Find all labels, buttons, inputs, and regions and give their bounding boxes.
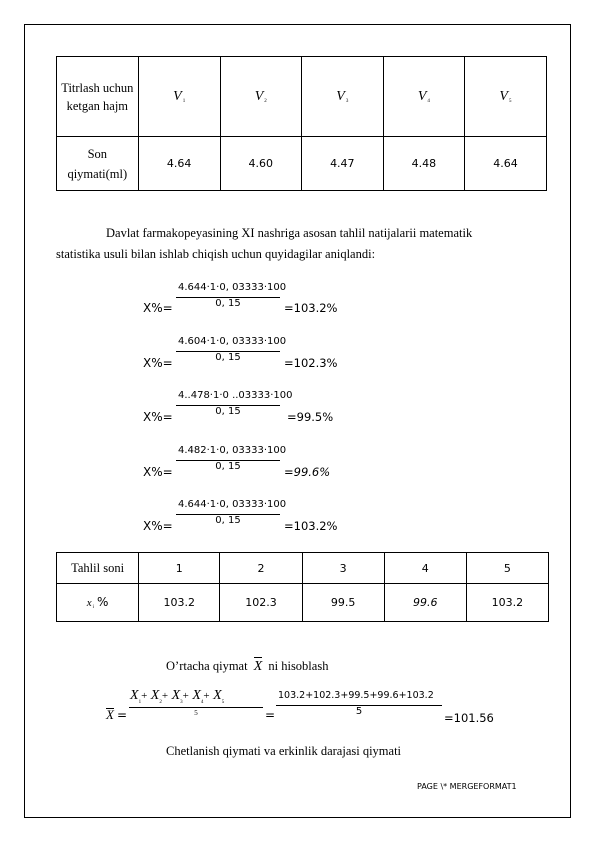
formula-denominator: 0, 15 <box>215 352 241 363</box>
volume-symbol-3: $V_3$ <box>336 88 349 104</box>
value-cell: 4.47 <box>301 137 383 191</box>
paragraph-line-1: Davlat farmakopeyasining XI nashriga asosan tahlil natijalarii matematik <box>106 226 473 240</box>
number-cell: 1 <box>139 553 220 584</box>
formula-denominator: 0, 15 <box>215 515 241 526</box>
numeric-numerator: 103.2+102.3+99.5+99.6+103.2 <box>278 690 434 701</box>
table-row <box>57 57 547 137</box>
row-label-cell <box>57 584 139 622</box>
mean-symbol: X <box>253 659 263 674</box>
value-cell: 102.3 <box>220 584 302 622</box>
volume-symbol-5: $V_5$ <box>499 88 512 104</box>
table-row <box>57 137 547 191</box>
mean-caption <box>166 656 328 677</box>
titration-volume-table <box>56 56 547 191</box>
value-cell: 4.64 <box>138 137 220 191</box>
mean-caption-before: O’rtacha qiymat <box>166 659 248 673</box>
formula-numerator: 4.482·1·0, 03333·100 <box>178 445 287 456</box>
numeric-denominator: 5 <box>355 706 363 717</box>
mean-caption-after: ni hisoblash <box>268 659 329 673</box>
number-cell: 5 <box>466 553 548 584</box>
formula-lhs: X%= <box>143 410 173 424</box>
number-cell: 4 <box>384 553 466 584</box>
analysis-results-table <box>56 552 549 622</box>
formula-lhs: X%= <box>143 519 173 533</box>
row-label-cell: Son qiymati(ml) <box>57 137 139 191</box>
volume-symbol-cell <box>464 57 546 137</box>
percent-unit: % <box>97 595 109 609</box>
sum-numerator: $X_1+ X_2+ X_3+ X_4+ X_5$ <box>130 688 225 705</box>
deviation-caption: Chetlanish qiymati va erkinlik darajasi qiymati <box>166 744 402 758</box>
table-row <box>57 584 549 622</box>
value-cell: 99.5 <box>302 584 384 622</box>
formula-lhs: X%= <box>143 465 173 479</box>
formula-result: =103.2% <box>284 519 338 533</box>
formula-denominator: 0, 15 <box>215 406 241 417</box>
sum-denominator: 5 <box>194 709 198 717</box>
table-header-cell: Titrlash uchun ketgan hajm <box>57 57 139 137</box>
volume-symbol-cell <box>220 57 301 137</box>
number-cell: 2 <box>220 553 302 584</box>
mean-lhs-symbol: X <box>106 707 114 722</box>
formula-numerator: 4.604·1·0, 03333·100 <box>178 336 287 347</box>
volume-symbol-cell <box>301 57 383 137</box>
value-cell: 4.48 <box>383 137 464 191</box>
formula-result: =103.2% <box>284 301 338 315</box>
equals-sign: = <box>117 708 128 722</box>
value-cell: 4.60 <box>220 137 301 191</box>
formula-lhs: X%= <box>143 356 173 370</box>
formula-denominator: 0, 15 <box>215 298 241 309</box>
value-cell: 4.64 <box>464 137 546 191</box>
formula-numerator: 4.644·1·0, 03333·100 <box>178 499 287 510</box>
volume-symbol-4: $V_4$ <box>417 88 430 104</box>
formula-lhs: X%= <box>143 301 173 315</box>
number-cell: 3 <box>302 553 384 584</box>
page-footer: PAGE \* MERGEFORMAT1 <box>417 782 517 791</box>
formula-denominator: 0, 15 <box>215 461 241 472</box>
volume-symbol-cell <box>383 57 464 137</box>
formula-numerator: 4.644·1·0, 03333·100 <box>178 282 287 293</box>
fraction-bar <box>129 707 263 708</box>
paragraph-line-2: statistika usuli bilan ishlab chiqish uchun quyidagilar aniqlandi: <box>56 247 376 261</box>
table-row <box>57 553 549 584</box>
volume-symbol-2: $V_2$ <box>254 88 267 104</box>
value-cell: 103.2 <box>466 584 548 622</box>
volume-symbol-1: $V_1$ <box>173 88 186 104</box>
value-cell: 103.2 <box>139 584 220 622</box>
volume-symbol-cell <box>138 57 220 137</box>
formula-result: =99.6% <box>284 465 331 479</box>
equals-sign: = <box>265 708 276 722</box>
table-header-cell: Tahlil soni <box>57 553 139 584</box>
formula-result: =99.5% <box>287 410 334 424</box>
formula-numerator: 4..478·1·0 ..03333·100 <box>178 390 293 401</box>
xi-symbol: $x_i$ <box>86 597 95 610</box>
value-cell: 99.6 <box>384 584 466 622</box>
mean-result: =101.56 <box>444 711 494 725</box>
formula-result: =102.3% <box>284 356 338 370</box>
